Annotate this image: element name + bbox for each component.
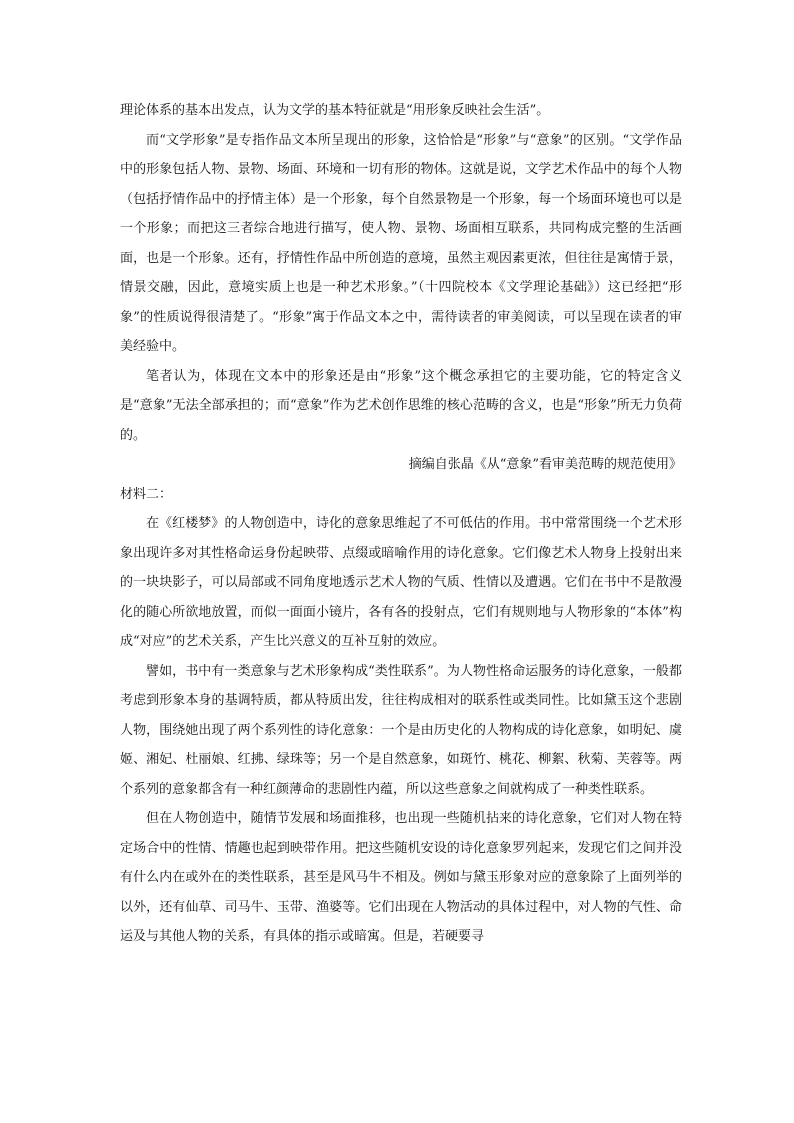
paragraph-honglou-imagery: 在《红楼梦》的人物创造中，诗化的意象思维起了不可低估的作用。书中常常围绕一个艺术形象出现许多对其性格命运身份起映带、点缀或暗喻作用的诗化意象。它们像艺术人物身上投射出来的一块块影子，可以局部或不同角度地透示艺术人物的气质、性情以及遭遇。它们在书中不是散漫化的随心所欲地放置，而似一面面小镜片，各有各的投射点，它们有规则地与人物形象的“本体”构成“对应”的艺术关系，产生比兴意义的互补互射的效应。 (120, 516, 682, 649)
document-page (120, 96, 682, 952)
paragraph-author-view: 笔者认为，体现在文本中的形象还是由“形象”这个概念承担它的主要功能，它的特定含义是“意象”无法全部承担的；而“意象”作为艺术创作思维的核心范畴的含义，也是“形象”所无力负荷的。 (120, 368, 682, 443)
paragraph-random-imagery: 但在人物创造中，随情节发展和场面推移，也出现一些随机拈来的诗化意象，它们对人物在特定场合中的性情、情趣也起到映带作用。把这些随机安设的诗化意象罗列起来，发现它们之间并没有什么内在或外在的类性联系，甚至是风马牛不相及。例如与黛玉形象对应的意象除了上面列举的以外，还有仙草、司马牛、玉带、渔婆等。它们出现在人物活动的具体过程中，对人物的气性、命运及与其他人物的关系，有具体的指示或暗寓。但是，若硬要寻 (120, 811, 682, 944)
paragraph-literary-image: 而“文学形象”是专指作品文本所呈现出的形象，这恰恰是“形象”与“意象”的区别。“文学作品中的形象包括人物、景物、场面、环境和一切有形的物体。这就是说，文学艺术作品中的每个人物（包括抒情作品中的抒情主体）是一个形象，每个自然景物是一个形象，每一个场面环境也可以是一个形象；而把这三者综合地进行描写，使人物、景物、场面相互联系，共同构成完整的生活画面，也是一个形象。还有，抒情性作品中所创造的意境，虽然主观因素更浓，但往往是寓情于景，情景交融，因此，意境实质上也是一种艺术形象。”（十四院校本《文学理论基础》）这已经把“形象”的性质说得很清楚了。“形象”寓于作品文本之中，需待读者的审美阅读，可以呈现在读者的审美经验中。 (120, 132, 682, 354)
paragraph-class-connection: 譬如，书中有一类意象与艺术形象构成“类性联系”。为人物性格命运服务的诗化意象，一般都考虑到形象本身的基调特质，都从特质出发，往往构成相对的联系性或类同性。比如黛玉这个悲剧人物，围绕她出现了两个系列性的诗化意象：一个是由历史化的人物构成的诗化意象，如明妃、虞姬、湘妃、杜丽娘、红拂、绿珠等；另一个是自然意象，如斑竹、桃花、柳絮、秋菊、芙蓉等。两个系列的意象都含有一种红颜薄命的悲剧性内蕴，所以这些意象之间就构成了一种类性联系。 (120, 663, 682, 797)
source-citation: 摘编自张晶《从“意象”看审美范畴的规范使用》 (408, 457, 682, 472)
paragraph-continued: 理论体系的基本出发点，认为文学的基本特征就是“用形象反映社会生活”。 (120, 103, 550, 118)
material-two-label: 材料二： (120, 486, 173, 502)
